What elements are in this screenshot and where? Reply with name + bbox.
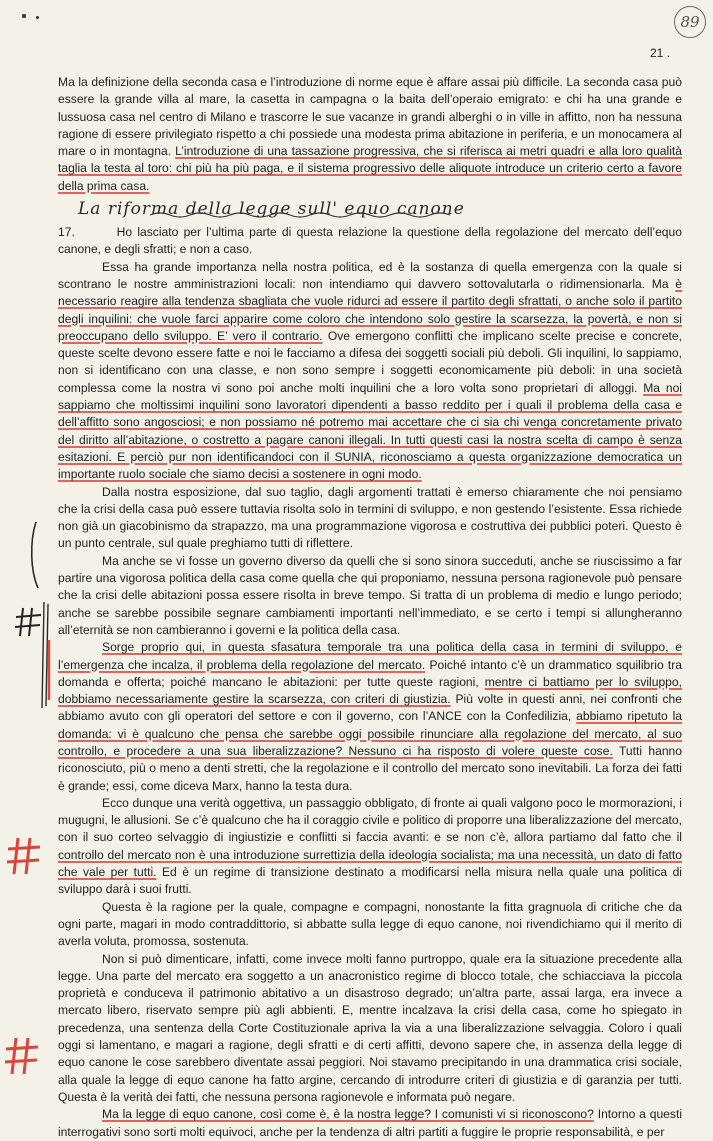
highlighted-segment: Ma noi sappiamo che moltissimi inquilini sono lavoratori dipendenti a basso reddito per i quali il problema della casa e dell’affitto sono angosciosi; e non possiamo né potremo mai accettare che ci sia chi venga concretamente privato del diritto all’abitazione, o costretto a pagare canoni illegali. In tutti questi casi la nostra scelta di campo è senza esitazioni. E perciò pur non identificandoci con il SUNIA, riconosciamo a questa organizzazione democratica un importante ruolo sociale che siamo decisi a sostenere in ogni modo. bbox=[58, 380, 682, 482]
text-segment: Non si può dimenticare, infatti, come invece molti fanno purtroppo, quale era la situazione precedente alla legge. Una parte del mercato era soggetto a un anacronistico regime di blocco totale, che schiacciava la piccola proprietà e conduceva il patrimonio abitativo a un disastroso degrado; un’altra parte, assai larga, era invece a mercato libero, riservato sempre più agli abbienti. E, mentre incalzava la crisi della casa, come ho spiegato in precedenza, una sentenza della Corte Costituzionale apriva la via a una liberalizzazione selvaggia. Coloro i quali oggi si lamentano, e magari a ragione, degli sfratti e di certi affitti, devono sapere che, in assenza della legge di equo canone le cose sarebbero diventate assai peggiori. Noi stavamo precipitando in una drammatica crisi sociale, alla quale la legge di equo canone ha fatto argine, cercando di introdurre criteri di giustizia e di garanzia per tutti. Questa è la verità dei fatti, che nessuna persona ragionevole e informata può negare. bbox=[58, 951, 682, 1104]
highlighted-segment: è necessario reagire alla tendenza sbagliata che vuole ridurci ad essere il partito degli sfrattati, o anche solo il partito degli inquilini: che vuole farci apparire come coloro che intendono solo gestire la scarsezza, la povertà, e non si preoccupano dello sviluppo. E’ vero il contrario. bbox=[58, 276, 682, 343]
paragraph-ragione bbox=[58, 899, 682, 951]
handwritten-heading: La riforma della legge sull' equo canone bbox=[78, 199, 465, 220]
paragraph-seconda-casa bbox=[58, 74, 682, 195]
paragraph-emergenza bbox=[58, 259, 682, 484]
highlighted-segment: Ma la legge di equo canone, così come è, è la nostra legge? I comunisti vi si riconoscono? bbox=[102, 1107, 594, 1122]
text-segment: Tutti hanno riconosciuto, più o meno a denti stretti, che la regolazione e il controllo del mercato sono inevitabili. La forza dei fatti è grande; essi, come diceva Marx, hanno la testa dura. bbox=[58, 743, 682, 793]
highlighted-segment: mentre ci battiamo per lo sviluppo, dobbiamo necessariamente gestire la scarsezza, con criteri di giustizia. bbox=[58, 674, 682, 707]
punch-dot-right bbox=[36, 16, 39, 19]
highlighted-segment: L’introduzione di una tassazione progressiva, che si riferisca ai metri quadri e alla loro qualità taglia la testa al toro: chi più ha più paga, e il sistema progressivo delle aliquote introduce un criterio certo a favore della prima casa. bbox=[58, 144, 682, 193]
text-segment: Più volte in questi anni, nei confronti che abbiamo avuto con gli operatori del settore e con il governo, con l’ANCE con la Confedilizia, bbox=[58, 692, 682, 724]
paragraph-governo bbox=[58, 553, 682, 639]
text-segment: Ed è un regime di transizione destinato a modificarsi nella misura nella quale una politica di sviluppo darà i suoi frutti. bbox=[58, 865, 682, 897]
red-margin-bar bbox=[44, 640, 54, 700]
text-segment: Ma la definizione della seconda casa e l’introduzione di norme eque è affare assai più difficile. La seconda casa può essere la grande villa al mare, la casetta in campagna o la baita dell’operaio emigrato: e chi ha una grande e lussuosa casa nel centro di Milano e trascorre le sue vacanze in grandi alberghi o in ville in affitto, non ha nessuna ragione di essere privilegiato rispetto a chi possiede una modesta prima abitazione in periferia, e un monocamera al mare o in montagna. bbox=[58, 75, 682, 159]
paragraph-situazione-precedente bbox=[58, 951, 682, 1107]
paragraph-sviluppo bbox=[58, 484, 682, 553]
highlighted-segment: abbiamo ripetuto la domanda: vi è qualcuno che pensa che sarebbe oggi possibile rinunciare alla regolazione del mercato, al suo controllo, e procedere a una sua liberalizzazione? Nessuno ci ha risposto di volere queste cose. bbox=[58, 709, 682, 758]
highlighted-segment: controllo del mercato non è una introduzione surrettizia della ideologia socialista; ma una necessità, un dato di fatto che vale per tutti. bbox=[58, 847, 682, 880]
paragraph-verita bbox=[58, 795, 682, 899]
text-segment: Ecco dunque una verità oggettiva, un passaggio obbligato, di fronte ai quali valgono poco le mormorazioni, i mugugni, le allusioni. Se c’è qualcuno che ha il coraggio civile e politico di proporre una liberalizzazione del mercato, con il suo corteo selvaggio di ingiustizie e conflitti si faccia avanti: e se non c’è, allora partiamo dal fatto che il bbox=[58, 795, 682, 845]
paragraph-regolazione bbox=[58, 639, 682, 795]
punch-dot-left bbox=[22, 14, 26, 18]
pen-margin-bracket-lower bbox=[36, 600, 52, 710]
paragraph-nostra-legge bbox=[58, 1106, 682, 1141]
text-segment: 17. Ho lasciato per l’ultima parte di questa relazione la questione della regolazione del mercato dell’equo canone, e degli sfratti; e non a caso. bbox=[58, 225, 682, 257]
paragraph-section-17 bbox=[58, 224, 682, 259]
page-number: 21 . bbox=[650, 46, 671, 60]
pen-margin-bracket-upper bbox=[26, 520, 42, 590]
highlighted-segment: Sorge proprio qui, in questa sfasatura temporale tra una politica della casa in termini di sviluppo, e l’emergenza che incalza, il problema della regolazione del mercato. bbox=[58, 640, 682, 672]
red-hash-mark-2 bbox=[4, 1036, 40, 1076]
pen-hash-mark bbox=[14, 606, 44, 638]
document-body bbox=[58, 74, 682, 1141]
text-segment: Dalla nostra esposizione, dal suo taglio, dagli argomenti trattati è emerso chiaramente che noi pensiamo che la crisi della casa può essere tuttavia risolta solo in termini di sviluppo, e non gestendo l’esistente. Essa richiede non già un giacobinismo da strapazzo, ma una programmazione vigorosa e costruttiva dei pubblici poteri. Questo è un punto centrale, sul quale preghiamo tutti di riflettere. bbox=[58, 484, 682, 551]
text-segment: Ma anche se vi fosse un governo diverso da quelli che si sono sinora succeduti, anche se riuscissimo a far partire una vigorosa politica della casa come quella che qui proponiamo, nessuna persona ragionevole può pensare che la crisi delle abitazioni possa essere risolta in breve tempo. Si tratta di un problema di medio e lungo periodo; anche se sarebbe possibile segnare cambiamenti importanti nell’immediato, e se certo i tempi si allungheranno all’eternità se non cambieranno i governi e la politica della casa. bbox=[58, 553, 682, 637]
text-segment: Intorno a questi interrogativi sono sorti molti equivoci, anche per la tendenza di altri partiti a fuggire le proprie responsabilità, e per bbox=[58, 1107, 683, 1139]
text-segment: Essa ha grande importanza nella nostra politica, ed è la sostanza di quella emergenza con la quale si scontrano le nostre amministrazioni locali: non intendiamo qui davvero sottovalutarla o ridimensionarla. Ma bbox=[58, 259, 682, 291]
text-segment: Questa è la ragione per la quale, compagne e compagni, nonostante la fitta gragnuola di critiche che da ogni parte, magari in modo contraddittorio, si abbatte sulla legge di equo canone, noi rivendichiamo qui il merito di averla voluta, promossa, sostenuta. bbox=[58, 899, 682, 949]
text-segment: Ove emergono conflitti che implicano scelte precise e concrete, queste scelte devono essere fatte e noi le facciamo a difesa dei soggetti sociali più deboli. Gli inquilini, lo sappiamo, non si identificano con una classe, e non sono sempre i soggetti economicamente più deboli: in una società complessa come la nostra vi sono poi anche molti inquilini che a loro volta sono proprietari di alloggi. bbox=[58, 328, 682, 395]
text-segment: Poiché intanto c’è un drammatico squilibrio tra domanda e offerta; poiché mancano le abitazioni: per tutte queste ragioni, bbox=[58, 657, 683, 689]
red-hash-mark-1 bbox=[6, 836, 42, 876]
archive-page-stamp: 89 bbox=[674, 6, 706, 38]
